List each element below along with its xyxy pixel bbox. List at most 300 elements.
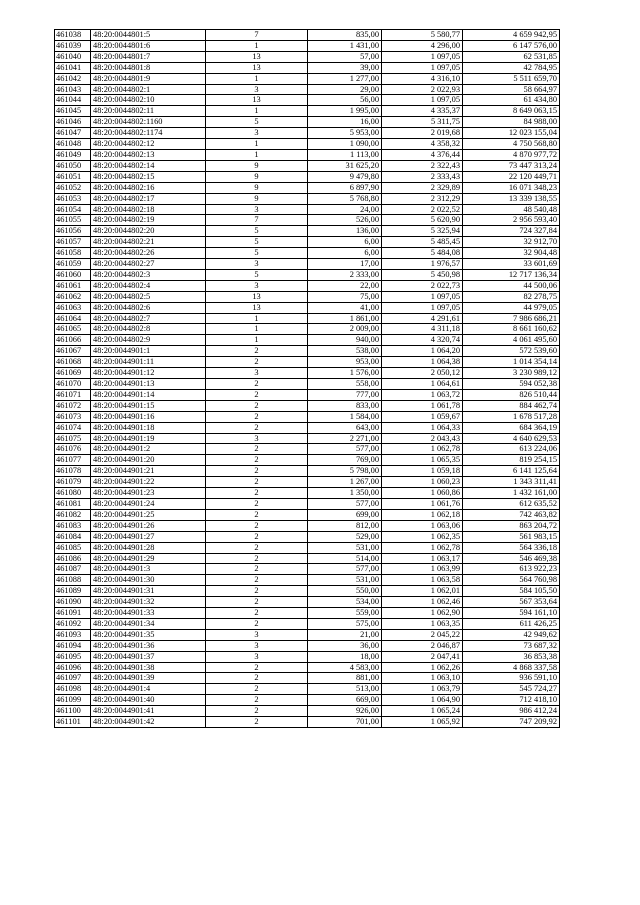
cadastral-value-cell: 32 912,70 (463, 237, 560, 248)
table-row (55, 477, 560, 488)
area-cell: 701,00 (308, 717, 382, 728)
area-cell: 550,00 (308, 586, 382, 597)
cadastral-number-cell: 48:20:0044802:12 (91, 139, 206, 150)
cadastral-number-cell: 48:20:0044901:20 (91, 455, 206, 466)
cadastral-number-cell: 48:20:0044901:40 (91, 695, 206, 706)
specific-value-cell: 1 059,18 (382, 466, 463, 477)
group-code-cell: 2 (206, 379, 308, 390)
table-row (55, 531, 560, 542)
area-cell: 575,00 (308, 618, 382, 629)
cadastral-number-cell: 48:20:0044901:22 (91, 477, 206, 488)
table-row (55, 84, 560, 95)
cadastral-value-cell: 22 120 449,71 (463, 171, 560, 182)
area-cell: 1 576,00 (308, 368, 382, 379)
table-row (55, 62, 560, 73)
area-cell: 5 953,00 (308, 128, 382, 139)
table-row (55, 313, 560, 324)
cadastral-number-cell: 48:20:0044901:3 (91, 564, 206, 575)
cadastral-number-cell: 48:20:0044901:21 (91, 466, 206, 477)
table-row (55, 389, 560, 400)
table-row (55, 324, 560, 335)
group-code-cell: 2 (206, 498, 308, 509)
row-number-cell: 461083 (55, 520, 91, 531)
area-cell: 669,00 (308, 695, 382, 706)
area-cell: 833,00 (308, 400, 382, 411)
cadastral-value-cell: 613 922,23 (463, 564, 560, 575)
specific-value-cell: 1 097,05 (382, 51, 463, 62)
row-number-cell: 461041 (55, 62, 91, 73)
cadastral-number-cell: 48:20:0044901:31 (91, 586, 206, 597)
table-row (55, 226, 560, 237)
area-cell: 538,00 (308, 346, 382, 357)
group-code-cell: 1 (206, 106, 308, 117)
table-row (55, 149, 560, 160)
group-code-cell: 9 (206, 171, 308, 182)
group-code-cell: 7 (206, 215, 308, 226)
area-cell: 1 584,00 (308, 411, 382, 422)
specific-value-cell: 2 022,52 (382, 204, 463, 215)
group-code-cell: 3 (206, 280, 308, 291)
row-number-cell: 461099 (55, 695, 91, 706)
group-code-cell: 3 (206, 128, 308, 139)
table-row (55, 586, 560, 597)
specific-value-cell: 1 063,79 (382, 684, 463, 695)
specific-value-cell: 4 296,00 (382, 40, 463, 51)
row-number-cell: 461052 (55, 182, 91, 193)
row-number-cell: 461058 (55, 248, 91, 259)
cadastral-number-cell: 48:20:0044901:26 (91, 520, 206, 531)
specific-value-cell: 1 065,92 (382, 717, 463, 728)
cadastral-value-cell: 986 412,24 (463, 706, 560, 717)
cadastral-number-cell: 48:20:0044802:21 (91, 237, 206, 248)
cadastral-value-cell: 612 635,52 (463, 498, 560, 509)
table-row (55, 618, 560, 629)
cadastral-value-cell: 567 353,64 (463, 597, 560, 608)
row-number-cell: 461090 (55, 597, 91, 608)
cadastral-value-cell: 572 539,60 (463, 346, 560, 357)
table-row (55, 498, 560, 509)
cadastral-value-cell: 3 230 989,12 (463, 368, 560, 379)
cadastral-value-cell: 58 664,97 (463, 84, 560, 95)
cadastral-value-cell: 1 678 517,28 (463, 411, 560, 422)
area-cell: 6,00 (308, 248, 382, 259)
area-cell: 16,00 (308, 117, 382, 128)
cadastral-value-cell: 73 447 313,24 (463, 160, 560, 171)
specific-value-cell: 5 325,94 (382, 226, 463, 237)
row-number-cell: 461087 (55, 564, 91, 575)
table-row (55, 520, 560, 531)
row-number-cell: 461053 (55, 193, 91, 204)
group-code-cell: 2 (206, 509, 308, 520)
area-cell: 699,00 (308, 509, 382, 520)
row-number-cell: 461071 (55, 389, 91, 400)
cadastral-number-cell: 48:20:0044901:16 (91, 411, 206, 422)
area-cell: 577,00 (308, 444, 382, 455)
cadastral-value-cell: 44 979,05 (463, 302, 560, 313)
cadastral-value-cell: 712 418,10 (463, 695, 560, 706)
row-number-cell: 461086 (55, 553, 91, 564)
area-cell: 529,00 (308, 531, 382, 542)
table-row (55, 509, 560, 520)
cadastral-value-cell: 4 750 568,80 (463, 139, 560, 150)
group-code-cell: 2 (206, 346, 308, 357)
cadastral-number-cell: 48:20:0044901:34 (91, 618, 206, 629)
table-row (55, 139, 560, 150)
specific-value-cell: 1 062,35 (382, 531, 463, 542)
area-cell: 6,00 (308, 237, 382, 248)
area-cell: 18,00 (308, 651, 382, 662)
cadastral-value-cell: 4 640 629,53 (463, 433, 560, 444)
specific-value-cell: 1 062,26 (382, 662, 463, 673)
cadastral-number-cell: 48:20:0044802:10 (91, 95, 206, 106)
group-code-cell: 1 (206, 139, 308, 150)
table-row (55, 455, 560, 466)
specific-value-cell: 5 620,90 (382, 215, 463, 226)
group-code-cell: 2 (206, 444, 308, 455)
specific-value-cell: 1 060,86 (382, 488, 463, 499)
table-row (55, 269, 560, 280)
row-number-cell: 461081 (55, 498, 91, 509)
area-cell: 577,00 (308, 498, 382, 509)
row-number-cell: 461051 (55, 171, 91, 182)
group-code-cell: 13 (206, 62, 308, 73)
specific-value-cell: 2 046,87 (382, 640, 463, 651)
cadastral-value-table (54, 29, 560, 728)
specific-value-cell: 4 358,32 (382, 139, 463, 150)
table-row (55, 695, 560, 706)
cadastral-value-cell: 684 364,19 (463, 422, 560, 433)
group-code-cell: 3 (206, 629, 308, 640)
area-cell: 2 009,00 (308, 324, 382, 335)
table-row (55, 422, 560, 433)
group-code-cell: 3 (206, 84, 308, 95)
row-number-cell: 461061 (55, 280, 91, 291)
area-cell: 777,00 (308, 389, 382, 400)
cadastral-number-cell: 48:20:0044901:41 (91, 706, 206, 717)
group-code-cell: 2 (206, 520, 308, 531)
group-code-cell: 3 (206, 368, 308, 379)
cadastral-number-cell: 48:20:0044901:25 (91, 509, 206, 520)
area-cell: 36,00 (308, 640, 382, 651)
specific-value-cell: 1 065,35 (382, 455, 463, 466)
specific-value-cell: 1 063,35 (382, 618, 463, 629)
row-number-cell: 461060 (55, 269, 91, 280)
cadastral-number-cell: 48:20:0044802:27 (91, 259, 206, 270)
cadastral-number-cell: 48:20:0044901:24 (91, 498, 206, 509)
cadastral-number-cell: 48:20:0044802:8 (91, 324, 206, 335)
group-code-cell: 3 (206, 640, 308, 651)
cadastral-number-cell: 48:20:0044802:1160 (91, 117, 206, 128)
group-code-cell: 2 (206, 564, 308, 575)
cadastral-number-cell: 48:20:0044802:6 (91, 302, 206, 313)
area-cell: 39,00 (308, 62, 382, 73)
row-number-cell: 461046 (55, 117, 91, 128)
specific-value-cell: 5 311,75 (382, 117, 463, 128)
group-code-cell: 5 (206, 226, 308, 237)
cadastral-value-cell: 12 717 136,34 (463, 269, 560, 280)
cadastral-value-cell: 16 071 348,23 (463, 182, 560, 193)
specific-value-cell: 4 376,44 (382, 149, 463, 160)
area-cell: 531,00 (308, 575, 382, 586)
group-code-cell: 5 (206, 248, 308, 259)
cadastral-value-cell: 936 591,10 (463, 673, 560, 684)
row-number-cell: 461065 (55, 324, 91, 335)
cadastral-number-cell: 48:20:0044801:6 (91, 40, 206, 51)
cadastral-number-cell: 48:20:0044802:14 (91, 160, 206, 171)
area-cell: 1 861,00 (308, 313, 382, 324)
cadastral-number-cell: 48:20:0044901:39 (91, 673, 206, 684)
specific-value-cell: 1 064,33 (382, 422, 463, 433)
table-row (55, 553, 560, 564)
group-code-cell: 2 (206, 695, 308, 706)
cadastral-number-cell: 48:20:0044801:8 (91, 62, 206, 73)
cadastral-number-cell: 48:20:0044802:15 (91, 171, 206, 182)
area-cell: 21,00 (308, 629, 382, 640)
cadastral-value-cell: 42 949,62 (463, 629, 560, 640)
cadastral-value-cell: 6 147 576,00 (463, 40, 560, 51)
row-number-cell: 461066 (55, 335, 91, 346)
row-number-cell: 461068 (55, 357, 91, 368)
cadastral-value-cell: 747 209,92 (463, 717, 560, 728)
area-cell: 2 333,00 (308, 269, 382, 280)
area-cell: 41,00 (308, 302, 382, 313)
specific-value-cell: 1 060,23 (382, 477, 463, 488)
cadastral-number-cell: 48:20:0044901:2 (91, 444, 206, 455)
table-body (55, 30, 560, 728)
specific-value-cell: 4 291,61 (382, 313, 463, 324)
table-row (55, 629, 560, 640)
row-number-cell: 461064 (55, 313, 91, 324)
table-row (55, 182, 560, 193)
group-code-cell: 13 (206, 51, 308, 62)
cadastral-value-cell: 4 868 337,58 (463, 662, 560, 673)
cadastral-number-cell: 48:20:0044802:20 (91, 226, 206, 237)
specific-value-cell: 2 312,29 (382, 193, 463, 204)
table-row (55, 466, 560, 477)
area-cell: 5 798,00 (308, 466, 382, 477)
cadastral-value-cell: 2 956 593,40 (463, 215, 560, 226)
table-row (55, 346, 560, 357)
cadastral-number-cell: 48:20:0044802:1174 (91, 128, 206, 139)
group-code-cell: 9 (206, 193, 308, 204)
row-number-cell: 461100 (55, 706, 91, 717)
table-row (55, 608, 560, 619)
specific-value-cell: 2 022,73 (382, 280, 463, 291)
cadastral-value-cell: 61 434,80 (463, 95, 560, 106)
specific-value-cell: 1 097,05 (382, 95, 463, 106)
cadastral-value-cell: 1 432 161,00 (463, 488, 560, 499)
cadastral-value-cell: 564 760,98 (463, 575, 560, 586)
group-code-cell: 5 (206, 117, 308, 128)
table-row (55, 302, 560, 313)
table-row (55, 215, 560, 226)
table-row (55, 248, 560, 259)
group-code-cell: 2 (206, 477, 308, 488)
cadastral-value-cell: 742 463,82 (463, 509, 560, 520)
cadastral-value-cell: 8 649 063,15 (463, 106, 560, 117)
row-number-cell: 461059 (55, 259, 91, 270)
row-number-cell: 461069 (55, 368, 91, 379)
row-number-cell: 461070 (55, 379, 91, 390)
group-code-cell: 2 (206, 400, 308, 411)
table-row (55, 237, 560, 248)
specific-value-cell: 4 311,18 (382, 324, 463, 335)
table-row (55, 106, 560, 117)
specific-value-cell: 1 063,10 (382, 673, 463, 684)
cadastral-value-cell: 13 339 138,55 (463, 193, 560, 204)
specific-value-cell: 1 064,38 (382, 357, 463, 368)
area-cell: 835,00 (308, 30, 382, 41)
area-cell: 940,00 (308, 335, 382, 346)
cadastral-value-cell: 594 052,38 (463, 379, 560, 390)
cadastral-value-cell: 48 540,48 (463, 204, 560, 215)
group-code-cell: 2 (206, 411, 308, 422)
table-row (55, 95, 560, 106)
specific-value-cell: 5 484,08 (382, 248, 463, 259)
area-cell: 514,00 (308, 553, 382, 564)
specific-value-cell: 5 485,45 (382, 237, 463, 248)
group-code-cell: 2 (206, 422, 308, 433)
cadastral-value-cell: 44 500,06 (463, 280, 560, 291)
specific-value-cell: 1 062,01 (382, 586, 463, 597)
cadastral-value-cell: 42 784,95 (463, 62, 560, 73)
group-code-cell: 1 (206, 73, 308, 84)
area-cell: 769,00 (308, 455, 382, 466)
specific-value-cell: 4 335,37 (382, 106, 463, 117)
row-number-cell: 461049 (55, 149, 91, 160)
table-row (55, 488, 560, 499)
row-number-cell: 461044 (55, 95, 91, 106)
area-cell: 9 479,80 (308, 171, 382, 182)
table-row (55, 400, 560, 411)
area-cell: 926,00 (308, 706, 382, 717)
group-code-cell: 2 (206, 673, 308, 684)
group-code-cell: 2 (206, 717, 308, 728)
cadastral-number-cell: 48:20:0044901:32 (91, 597, 206, 608)
cadastral-value-cell: 613 224,06 (463, 444, 560, 455)
group-code-cell: 1 (206, 313, 308, 324)
specific-value-cell: 1 065,24 (382, 706, 463, 717)
row-number-cell: 461047 (55, 128, 91, 139)
area-cell: 534,00 (308, 597, 382, 608)
cadastral-number-cell: 48:20:0044901:18 (91, 422, 206, 433)
area-cell: 5 768,80 (308, 193, 382, 204)
table-row (55, 171, 560, 182)
cadastral-number-cell: 48:20:0044901:35 (91, 629, 206, 640)
row-number-cell: 461057 (55, 237, 91, 248)
specific-value-cell: 1 062,90 (382, 608, 463, 619)
group-code-cell: 1 (206, 335, 308, 346)
cadastral-number-cell: 48:20:0044802:16 (91, 182, 206, 193)
specific-value-cell: 1 097,05 (382, 62, 463, 73)
cadastral-value-cell: 594 161,10 (463, 608, 560, 619)
row-number-cell: 461062 (55, 291, 91, 302)
area-cell: 75,00 (308, 291, 382, 302)
group-code-cell: 2 (206, 575, 308, 586)
group-code-cell: 3 (206, 651, 308, 662)
row-number-cell: 461050 (55, 160, 91, 171)
cadastral-number-cell: 48:20:0044901:23 (91, 488, 206, 499)
cadastral-value-cell: 32 904,48 (463, 248, 560, 259)
row-number-cell: 461095 (55, 651, 91, 662)
cadastral-value-cell: 863 204,72 (463, 520, 560, 531)
table-row (55, 30, 560, 41)
cadastral-value-cell: 1 343 311,41 (463, 477, 560, 488)
area-cell: 1 431,00 (308, 40, 382, 51)
cadastral-value-cell: 33 601,69 (463, 259, 560, 270)
cadastral-number-cell: 48:20:0044801:7 (91, 51, 206, 62)
specific-value-cell: 2 043,43 (382, 433, 463, 444)
row-number-cell: 461074 (55, 422, 91, 433)
cadastral-number-cell: 48:20:0044802:11 (91, 106, 206, 117)
table-row (55, 128, 560, 139)
area-cell: 953,00 (308, 357, 382, 368)
cadastral-number-cell: 48:20:0044901:29 (91, 553, 206, 564)
cadastral-value-cell: 36 853,38 (463, 651, 560, 662)
area-cell: 1 277,00 (308, 73, 382, 84)
cadastral-value-cell: 7 986 686,21 (463, 313, 560, 324)
table-row (55, 662, 560, 673)
area-cell: 56,00 (308, 95, 382, 106)
cadastral-number-cell: 48:20:0044901:33 (91, 608, 206, 619)
table-row (55, 40, 560, 51)
area-cell: 812,00 (308, 520, 382, 531)
cadastral-value-cell: 819 254,15 (463, 455, 560, 466)
row-number-cell: 461054 (55, 204, 91, 215)
row-number-cell: 461076 (55, 444, 91, 455)
group-code-cell: 13 (206, 302, 308, 313)
specific-value-cell: 1 063,06 (382, 520, 463, 531)
cadastral-value-cell: 724 327,84 (463, 226, 560, 237)
cadastral-number-cell: 48:20:0044901:15 (91, 400, 206, 411)
specific-value-cell: 4 316,10 (382, 73, 463, 84)
group-code-cell: 2 (206, 618, 308, 629)
table-row (55, 651, 560, 662)
group-code-cell: 2 (206, 542, 308, 553)
row-number-cell: 461085 (55, 542, 91, 553)
table-row (55, 280, 560, 291)
group-code-cell: 9 (206, 160, 308, 171)
table-row (55, 542, 560, 553)
row-number-cell: 461055 (55, 215, 91, 226)
area-cell: 1 113,00 (308, 149, 382, 160)
group-code-cell: 1 (206, 40, 308, 51)
group-code-cell: 1 (206, 149, 308, 160)
table-row (55, 379, 560, 390)
area-cell: 559,00 (308, 608, 382, 619)
group-code-cell: 2 (206, 684, 308, 695)
cadastral-number-cell: 48:20:0044901:42 (91, 717, 206, 728)
cadastral-number-cell: 48:20:0044802:13 (91, 149, 206, 160)
table-row (55, 368, 560, 379)
group-code-cell: 5 (206, 237, 308, 248)
specific-value-cell: 1 064,20 (382, 346, 463, 357)
cadastral-value-cell: 82 278,75 (463, 291, 560, 302)
row-number-cell: 461043 (55, 84, 91, 95)
specific-value-cell: 2 019,68 (382, 128, 463, 139)
specific-value-cell: 1 097,05 (382, 302, 463, 313)
group-code-cell: 1 (206, 324, 308, 335)
group-code-cell: 9 (206, 182, 308, 193)
table-row (55, 706, 560, 717)
specific-value-cell: 5 580,77 (382, 30, 463, 41)
cadastral-number-cell: 48:20:0044901:38 (91, 662, 206, 673)
row-number-cell: 461038 (55, 30, 91, 41)
cadastral-number-cell: 48:20:0044901:30 (91, 575, 206, 586)
area-cell: 136,00 (308, 226, 382, 237)
specific-value-cell: 1 064,61 (382, 379, 463, 390)
cadastral-number-cell: 48:20:0044901:19 (91, 433, 206, 444)
